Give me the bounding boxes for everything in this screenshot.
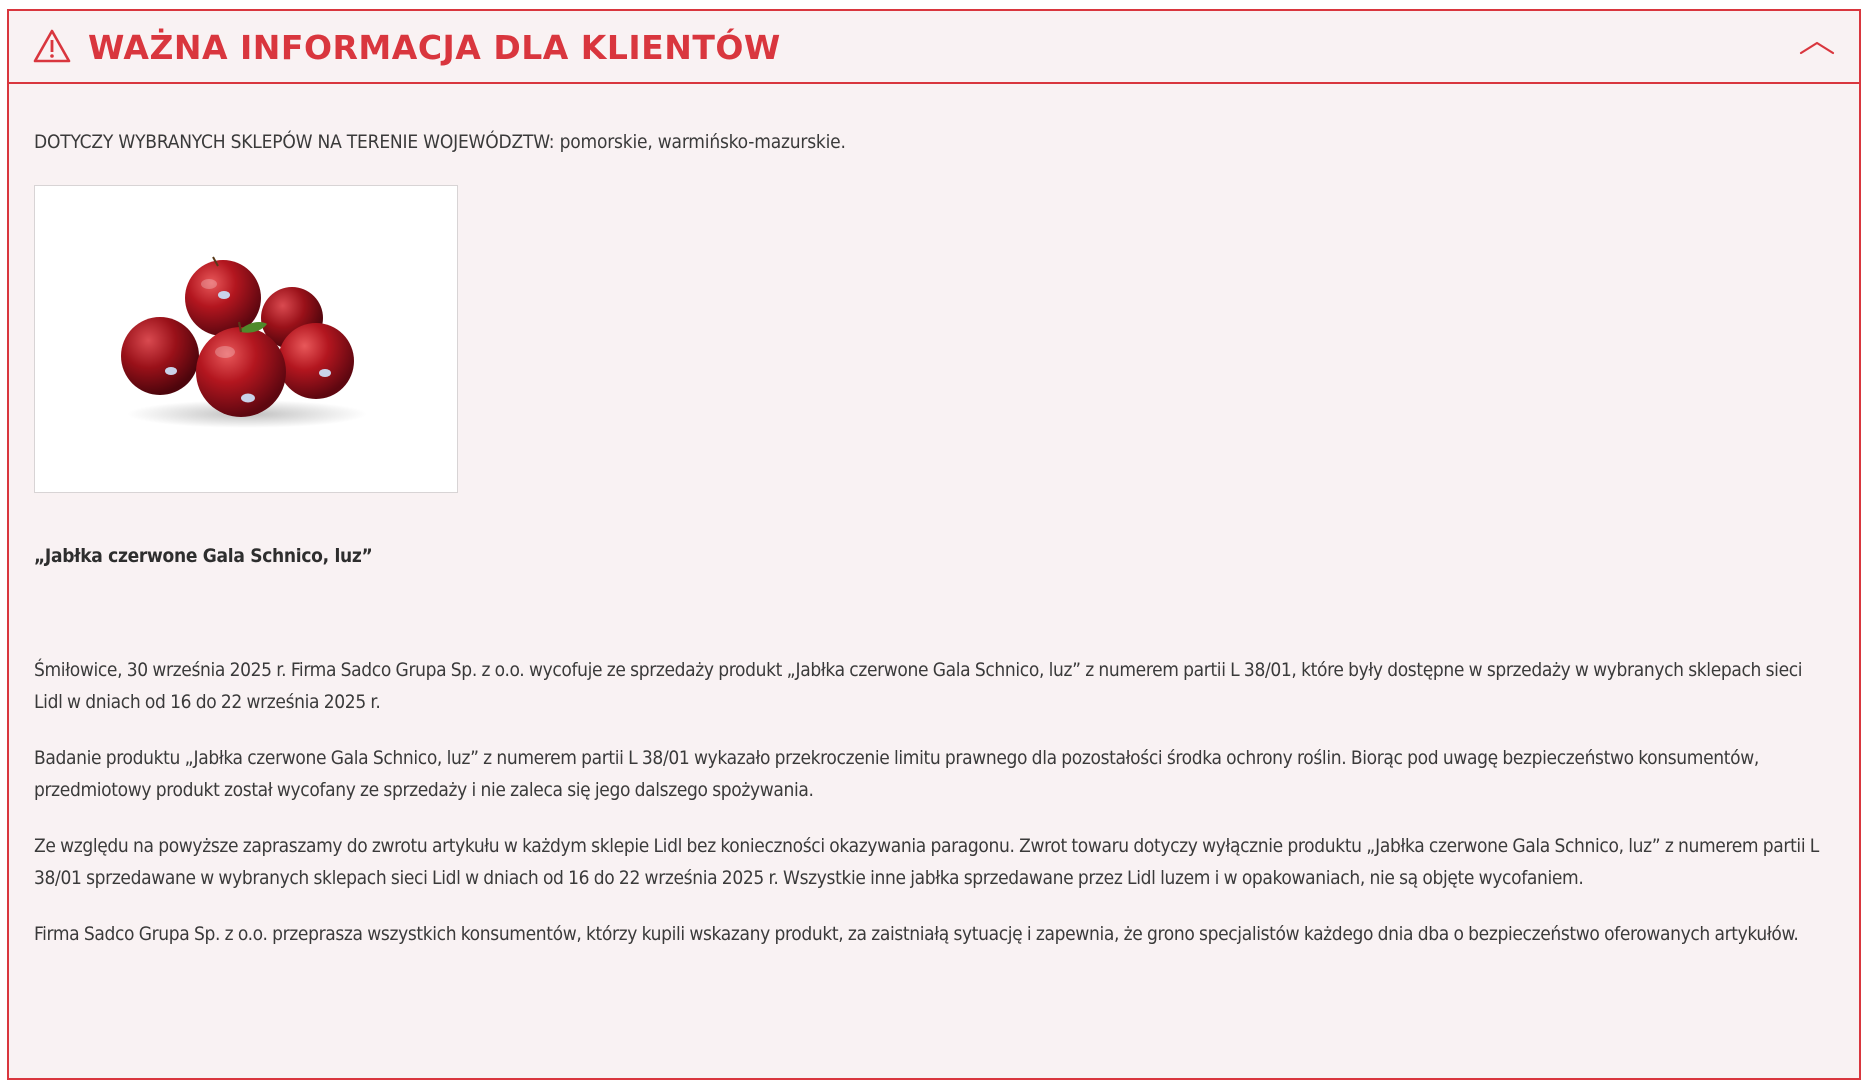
red-apples-image — [34, 185, 458, 493]
article-text — [34, 654, 1829, 974]
paragraph: Badanie produktu „Jabłka czerwone Gala Schnico, luz” z numerem partii L 38/01 wykazało przekroczenie limitu prawnego dla pozostałości środka ochrony roślin. Biorąc pod uwagę bezpieczeństwo konsumentów, przedmiotowy produkt został wycofany ze sprzedaży i nie zaleca się jego dalszego spożywania. — [34, 747, 1759, 801]
region-notice: DOTYCZY WYBRANYCH SKLEPÓW NA TERENIE WOJEWÓDZTW: pomorskie, warmińsko-mazurskie. — [34, 131, 846, 153]
panel-header[interactable] — [9, 11, 1859, 84]
chevron-up-icon[interactable] — [1797, 33, 1837, 61]
important-info-panel — [7, 9, 1861, 1080]
panel-title: WAŻNA INFORMACJA DLA KLIENTÓW — [88, 28, 781, 67]
paragraph: Firma Sadco Grupa Sp. z o.o. przeprasza wszystkich konsumentów, którzy kupili wskazany produkt, za zaistniałą sytuację i zapewnia, że grono specjalistów każdego dnia dba o bezpieczeństwo oferowanych artykułów. — [34, 923, 1799, 945]
paragraph: Ze względu na powyższe zapraszamy do zwrotu artykułu w każdym sklepie Lidl bez konieczności okazywania paragonu. Zwrot towaru dotyczy wyłącznie produktu „Jabłka czerwone Gala Schnico, luz” z numerem partii L 38/01 sprzedawane w wybranych sklepach sieci Lidl w dniach od 16 do 22 września 2025 r. Wszystkie inne jabłka sprzedawane przez Lidl luzem i w opakowaniach, nie są objęte wycofaniem. — [34, 835, 1819, 889]
paragraph: Śmiłowice, 30 września 2025 r. Firma Sadco Grupa Sp. z o.o. wycofuje ze sprzedaży produkt „Jabłka czerwone Gala Schnico, luz” z numerem partii L 38/01, które były dostępne w sprzedaży w wybranych sklepach sieci Lidl w dniach od 16 do 22 września 2025 r. — [34, 659, 1803, 713]
panel-body — [34, 84, 1834, 1078]
warning-triangle-icon — [33, 29, 71, 63]
product-name: „Jabłka czerwone Gala Schnico, luz” — [34, 545, 373, 567]
